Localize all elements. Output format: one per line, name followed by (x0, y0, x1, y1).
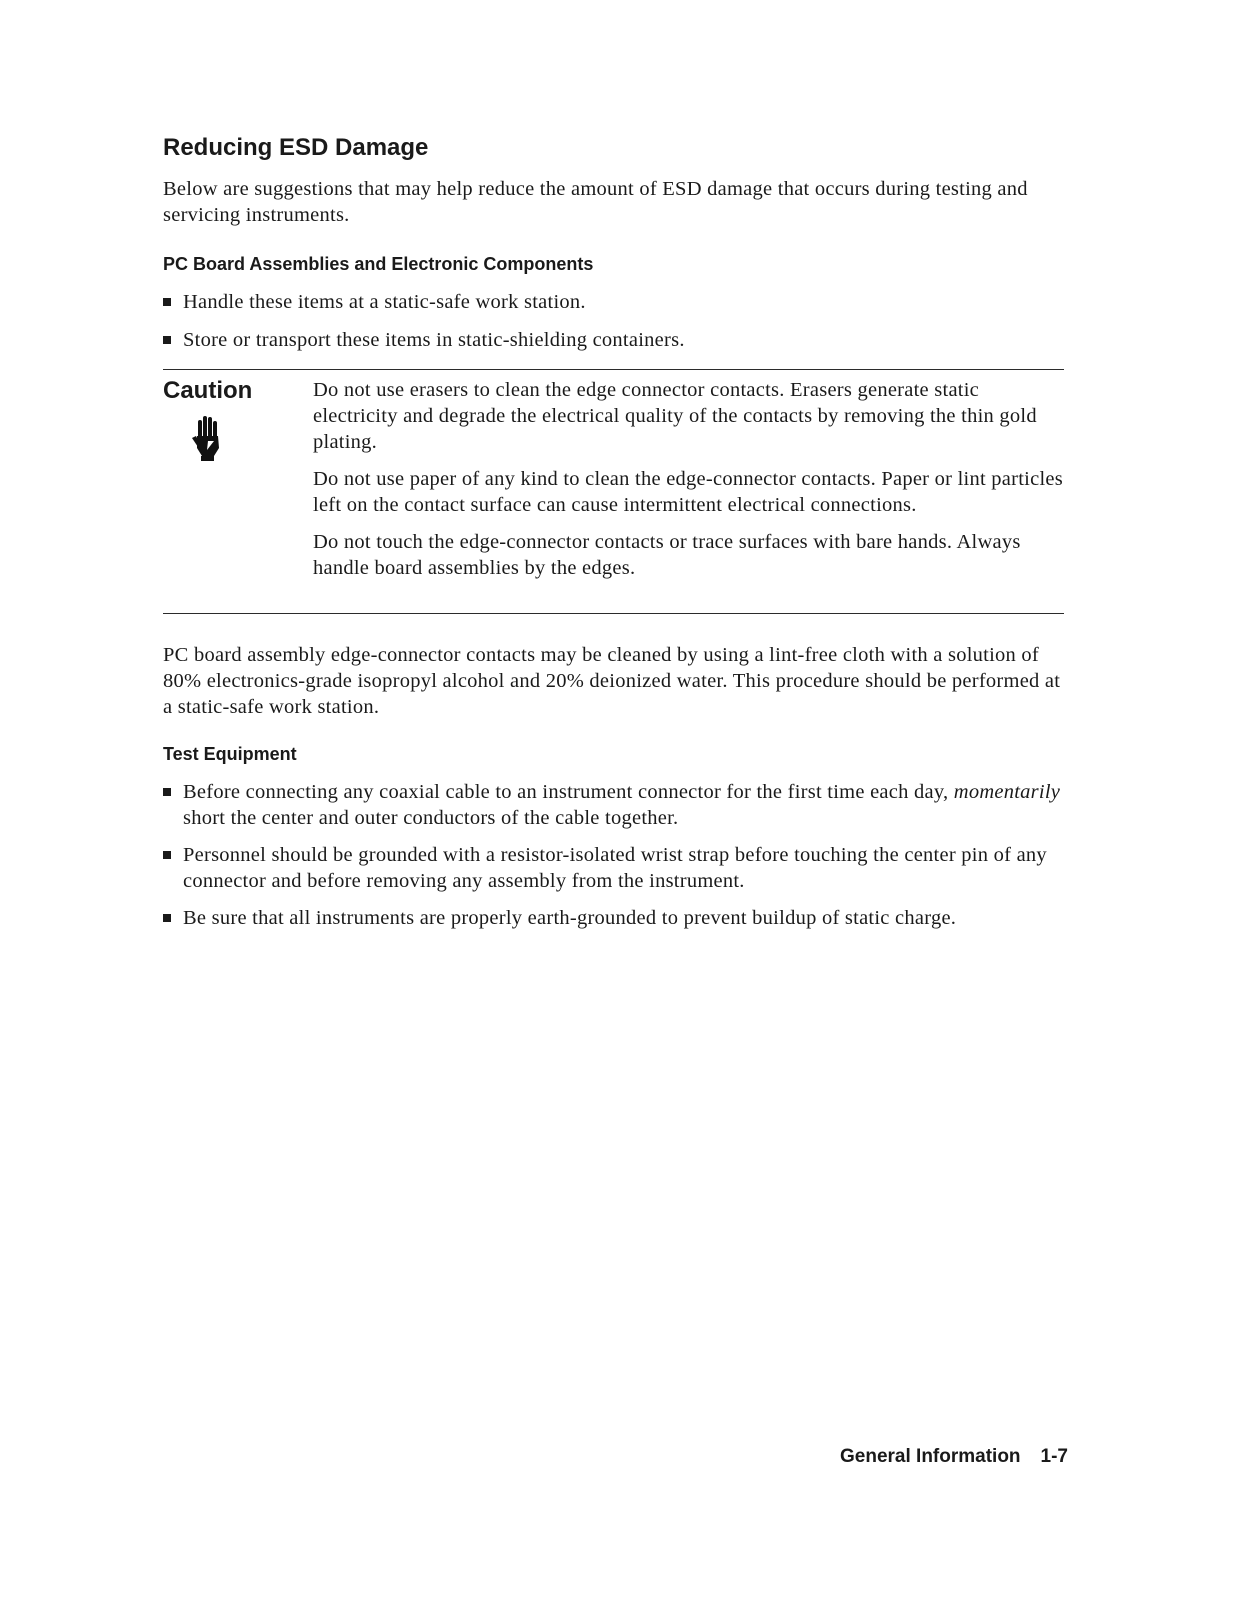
list-item-text-start: Before connecting any coaxial cable to an instrument connector for the first time each day, (183, 781, 954, 803)
list-item-text: Store or transport these items in static-shielding containers. (183, 329, 685, 351)
bullet-icon (163, 336, 171, 344)
caution-top-rule (163, 369, 1064, 370)
caution-paragraph: Do not use paper of any kind to clean the edge-connector contacts. Paper or lint particles left on the contact surface can cause intermittent electrical connections. (313, 468, 1063, 516)
emphasized-word: momentarily (953, 781, 1061, 803)
pc-board-list (163, 289, 1063, 353)
list-item-text-end: short the center and outer conductors of the cable together. (183, 807, 679, 829)
list-item (163, 327, 1063, 353)
bullet-icon (163, 298, 171, 306)
list-item-text: Be sure that all instruments are properly earth-grounded to prevent buildup of static charge. (183, 907, 957, 929)
page-footer (760, 1446, 1068, 1468)
test-equipment-list (163, 779, 1063, 931)
footer-section-title: General Information (840, 1446, 1021, 1467)
list-item (163, 289, 1063, 315)
section-heading: Reducing ESD Damage (163, 134, 429, 161)
hand-icon (190, 414, 224, 462)
list-item-text: Personnel should be grounded with a resistor-isolated wrist strap before touching the center pin of any connector and before removing any assembly from the instrument. (183, 844, 1047, 892)
test-equipment-subheading: Test Equipment (163, 744, 297, 764)
caution-paragraph: Do not use erasers to clean the edge connector contacts. Erasers generate static electricity and degrade the electrical quality of the contacts by removing the thin gold plating. (313, 379, 1037, 453)
caution-body (313, 377, 1065, 581)
cleaning-paragraph: PC board assembly edge-connector contacts may be cleaned by using a lint-free cloth with a solution of 80% electronics-grade isopropyl alcohol and 20% deionized water. This procedure should be performed at a static-safe work station. (163, 644, 1061, 718)
list-item-text: Handle these items at a static-safe work station. (183, 291, 586, 313)
bullet-icon (163, 914, 171, 922)
caution-paragraph: Do not touch the edge-connector contacts or trace surfaces with bare hands. Always handle board assemblies by the edges. (313, 531, 1021, 579)
list-item (163, 905, 1063, 931)
page-number: 1-7 (1040, 1446, 1068, 1467)
caution-label: Caution (163, 377, 253, 404)
list-item (163, 842, 1063, 894)
list-item (163, 779, 1063, 831)
bullet-icon (163, 851, 171, 859)
bullet-icon (163, 788, 171, 796)
caution-bottom-rule (163, 613, 1064, 614)
pc-board-subheading: PC Board Assemblies and Electronic Components (163, 254, 594, 274)
intro-paragraph: Below are suggestions that may help reduce the amount of ESD damage that occurs during testing and servicing instruments. (163, 178, 1028, 226)
